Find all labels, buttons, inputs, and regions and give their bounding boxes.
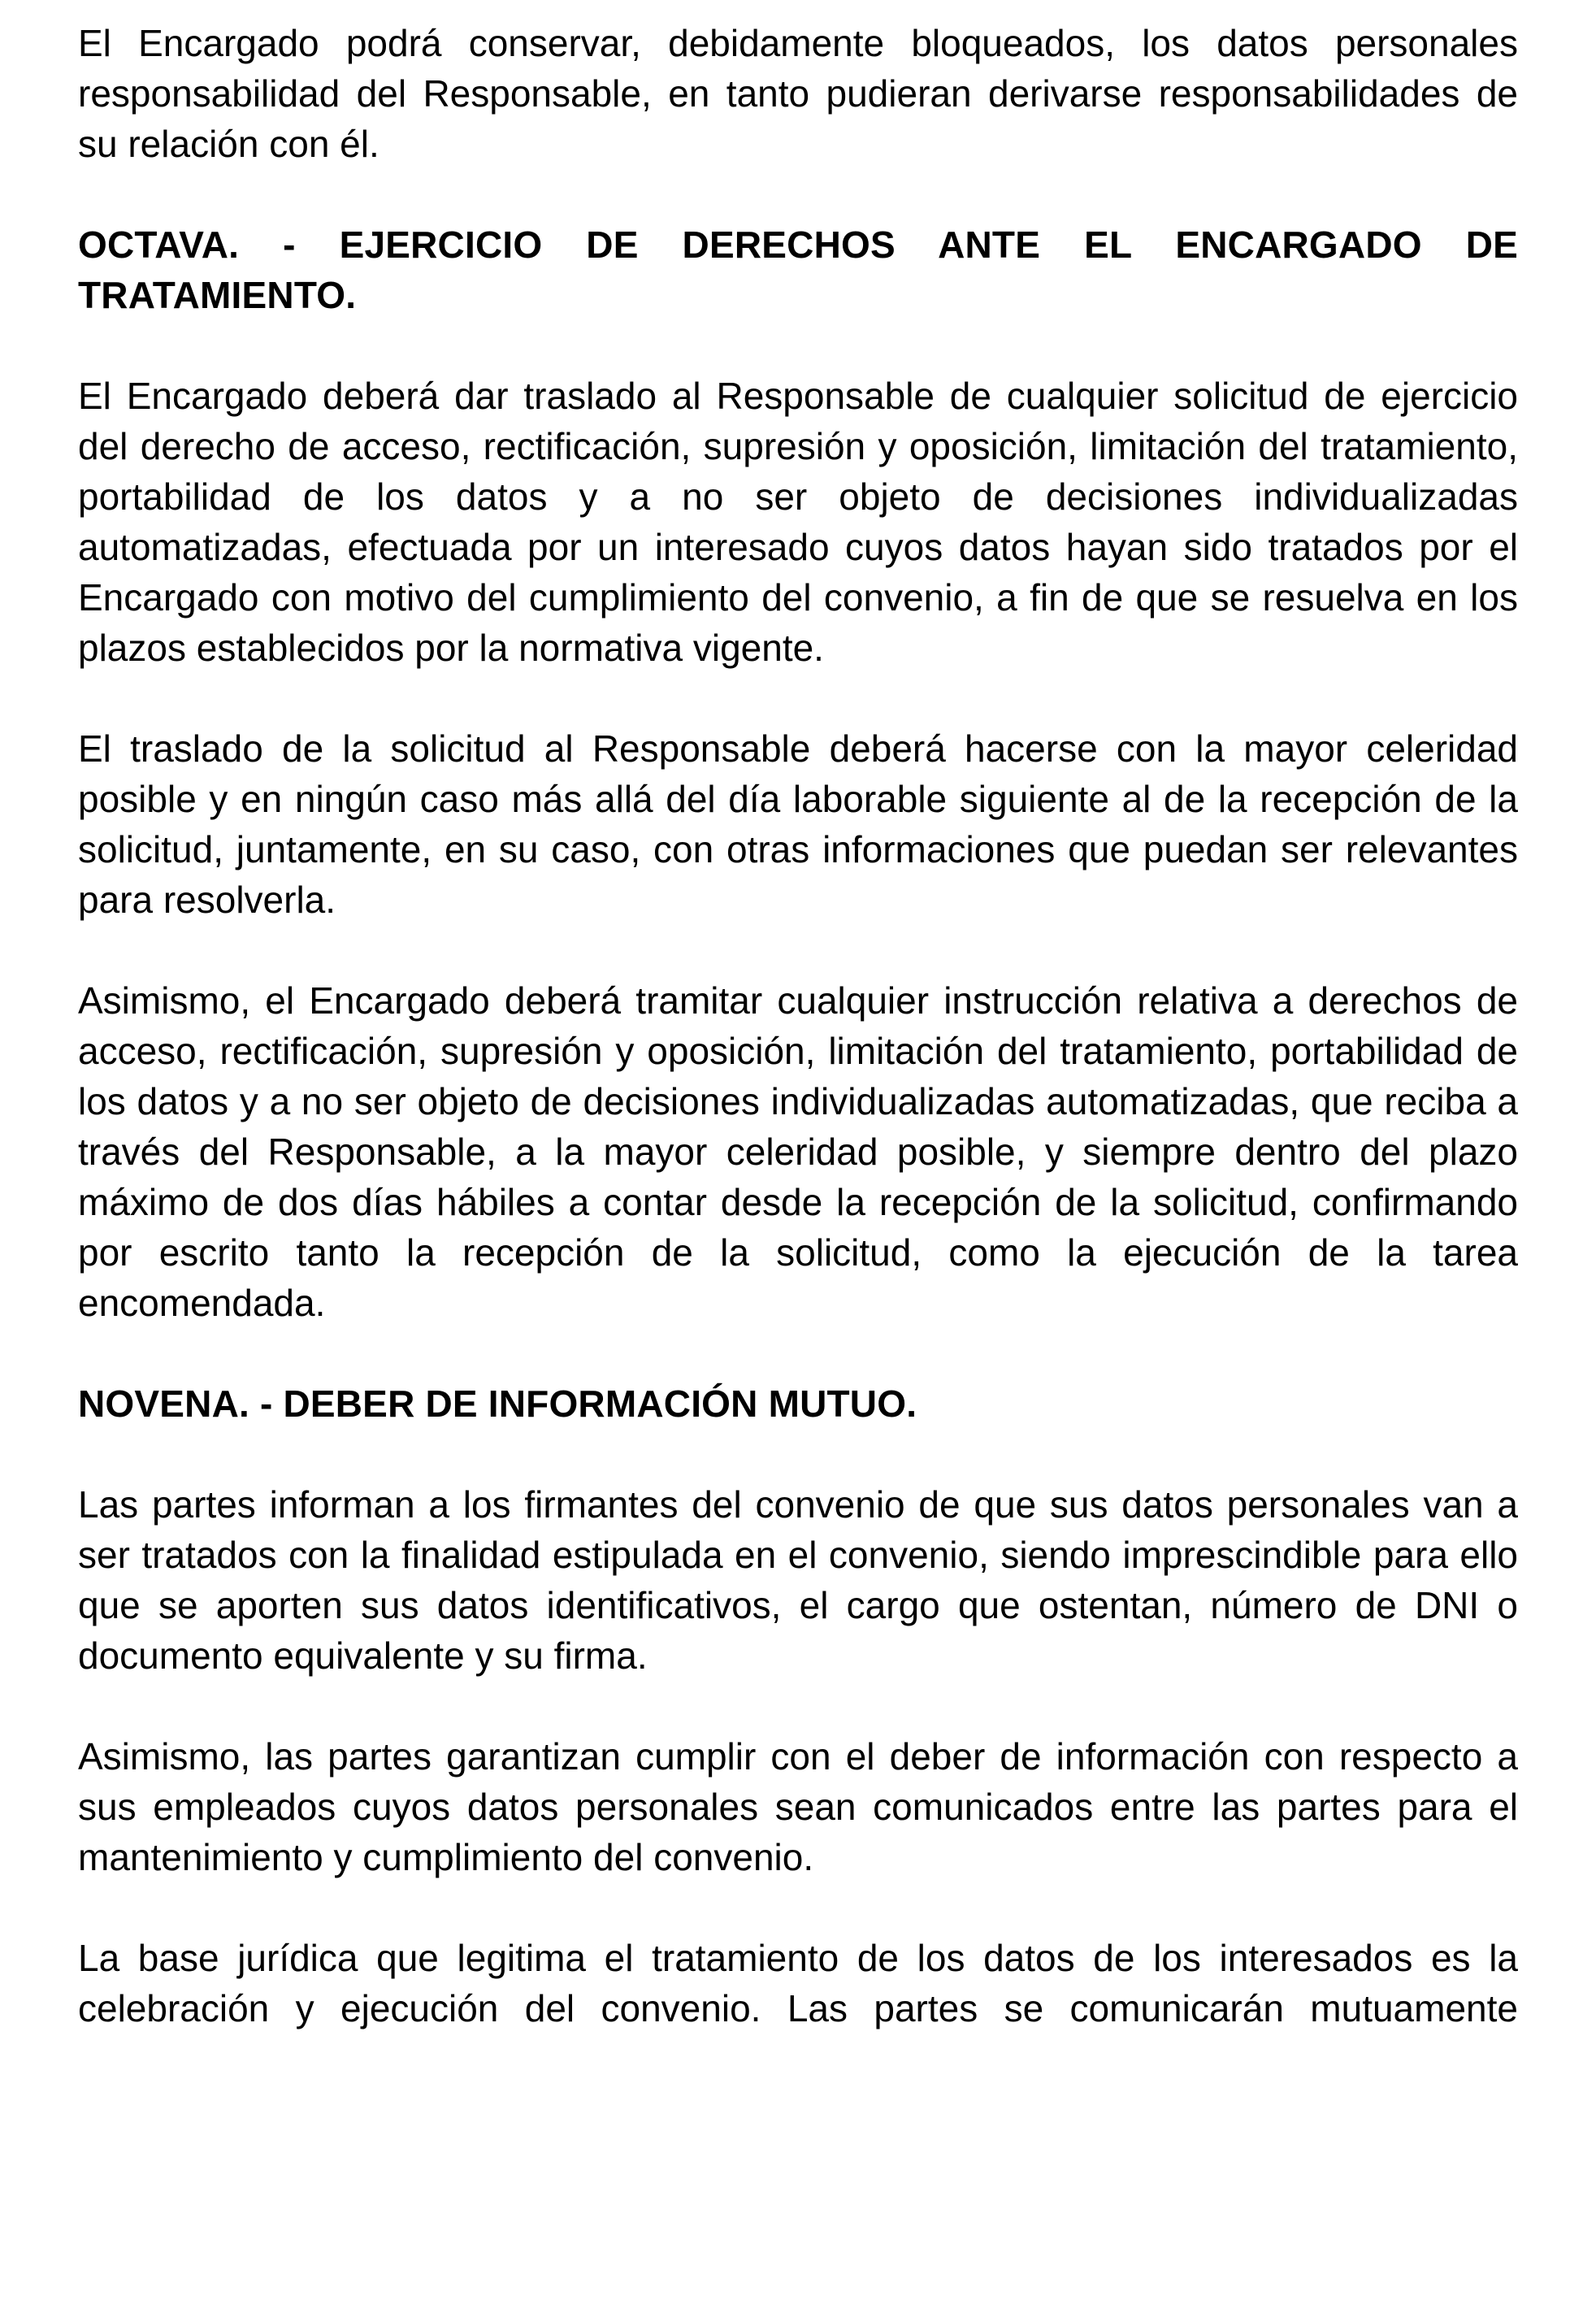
paragraph-text: Asimismo, las partes garantizan cumplir con el deber de información con respecto a sus empleados cuyos datos personales sean comunicados entre las partes para el mantenimiento y cumplimiento del convenio.: [78, 1735, 1518, 1878]
paragraph-traslado-solicitud: [78, 371, 1518, 673]
heading-octava: [78, 219, 1518, 320]
paragraph-base-juridica: [78, 1933, 1518, 2034]
section-heading: NOVENA. - DEBER DE INFORMACIÓN MUTUO.: [78, 1383, 917, 1425]
heading-novena: [78, 1378, 1518, 1429]
paragraph-text: El Encargado deberá dar traslado al Responsable de cualquier solicitud de ejercicio del derecho de acceso, rectificación, supresión y oposición, limitación del tratamiento, portabilidad de los datos y a no ser objeto de decisiones individualizadas automatizadas, efectuada por un interesado cuyos datos hayan sido tratados por el Encargado con motivo del cumplimiento del convenio, a fin de que se resuelva en los plazos establecidos por la normativa vigente.: [78, 375, 1518, 669]
document-page: [78, 18, 1518, 2034]
paragraph-text: Asimismo, el Encargado deberá tramitar cualquier instrucción relativa a derechos de acceso, rectificación, supresión y oposición, limitación del tratamiento, portabilidad de los datos y a no ser objeto de decisiones individualizadas automatizadas, que reciba a través del Responsable, a la mayor celeridad posible, y siempre dentro del plazo máximo de dos días hábiles a contar desde la recepción de la solicitud, confirmando por escrito tanto la recepción de la solicitud, como la ejecución de la tarea encomendada.: [78, 979, 1518, 1324]
paragraph-empleados: [78, 1731, 1518, 1882]
paragraph-text: El traslado de la solicitud al Responsable deberá hacerse con la mayor celeridad posible y en ningún caso más allá del día laborable siguiente al de la recepción de la solicitud, juntamente, en su caso, con otras informaciones que puedan ser relevantes para resolverla.: [78, 727, 1518, 921]
paragraph-informacion-firmantes: [78, 1479, 1518, 1681]
paragraph-text: El Encargado podrá conservar, debidamente bloqueados, los datos personales responsabilidad del Responsable, en tanto pudieran derivarse responsabilidades de su relación con él.: [78, 22, 1518, 165]
section-heading: OCTAVA. - EJERCICIO DE DERECHOS ANTE EL ENCARGADO DE TRATAMIENTO.: [78, 224, 1518, 316]
paragraph-text: La base jurídica que legitima el tratamiento de los datos de los interesados es la celebración y ejecución del convenio. Las partes se comunicarán mutuamente: [78, 1937, 1518, 2029]
paragraph-text: Las partes informan a los firmantes del convenio de que sus datos personales van a ser tratados con la finalidad estipulada en el convenio, siendo imprescindible para ello que se aporten sus datos identificativos, el cargo que ostentan, número de DNI o documento equivalente y su firma.: [78, 1483, 1518, 1677]
paragraph-celeridad: [78, 723, 1518, 925]
paragraph-conservacion-datos: [78, 18, 1518, 169]
paragraph-tramitar-instruccion: [78, 975, 1518, 1328]
